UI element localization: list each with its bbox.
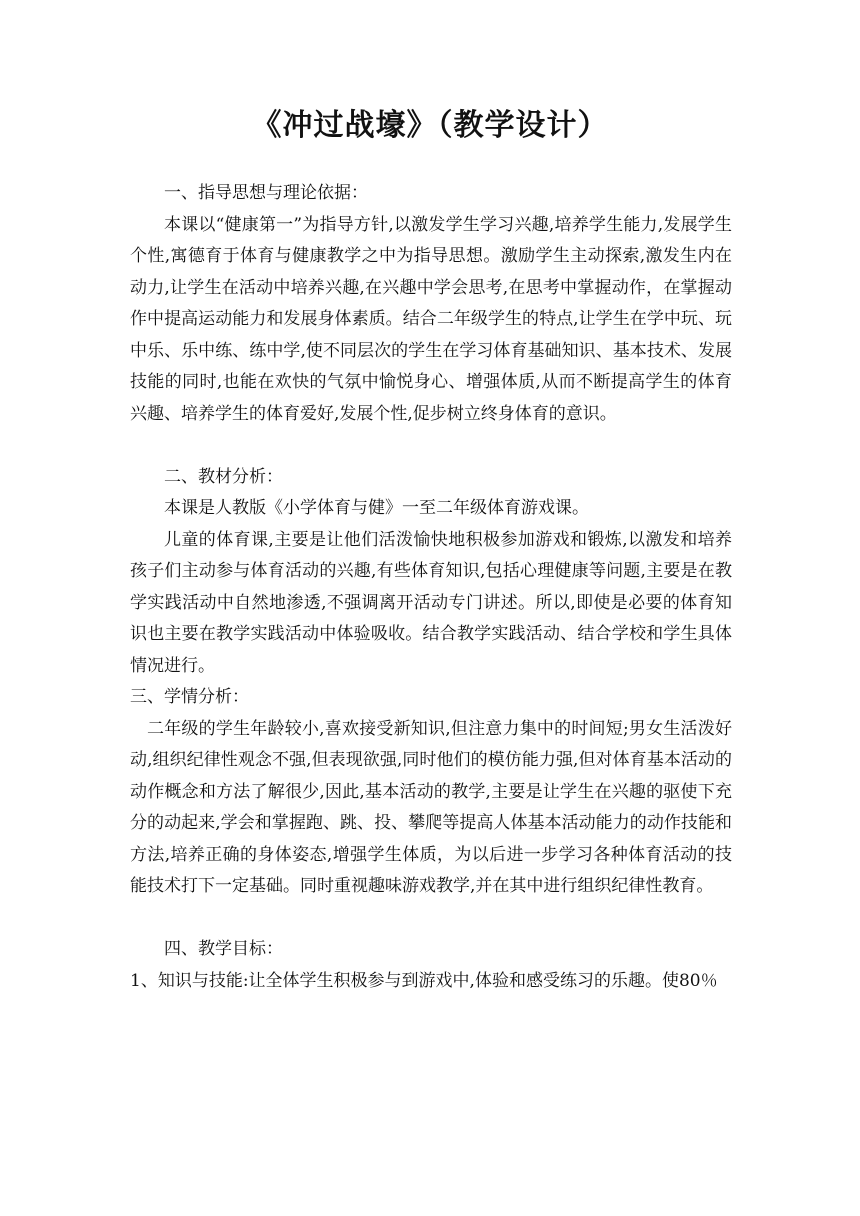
document-title: 《冲过战壕》（教学设计） <box>251 108 609 143</box>
document-body <box>130 178 732 997</box>
blank-line <box>130 430 732 462</box>
paragraph-guiding-ideology: 本课以“健康第一”为指导方针,以激发学生学习兴趣,培养学生能力,发展学生个性,寓德育于体育与健康教学之中为指导思想。激励学生主动探索,激发生内在动力,让学生在活动中培养兴趣,在兴趣中学会思考,在思考中掌握动作，在掌握动作中提高运动能力和发展身体素质。结合二年级学生的特点,让学生在学中玩、玩中乐、乐中练、练中学,使不同层次的学生在学习体育基础知识、基本技术、发展技能的同时,也能在欢快的气氛中愉悦身心、增强体质,从而不断提高学生的体育兴趣、培养学生的体育爱好,发展个性,促步树立终身体育的意识。 <box>130 214 732 424</box>
paragraph-material-analysis: 儿童的体育课,主要是让他们活泼愉快地积极参加游戏和锻炼,以激发和培养孩子们主动参与体育活动的兴趣,有些体育知识,包括心理健康等问题,主要是在教学实践活动中自然地渗透,不强调离开活动专门讲述。所以,即使是必要的体育知识也主要在教学实践活动中体验吸收。结合教学实践活动、结合学校和学生具体情况进行。 <box>130 529 732 676</box>
blank-line <box>130 903 732 935</box>
section-heading-guiding-ideology: 一、指导思想与理论依据： <box>164 183 368 203</box>
section-heading-teaching-goals: 四、教学目标： <box>164 939 283 959</box>
paragraph-student-analysis: 二年级的学生年龄较小,喜欢接受新知识,但注意力集中的时间短;男女生活泼好动,组织纪律性观念不强,但表现欲强,同时他们的模仿能力强,但对体育基本活动的动作概念和方法了解很少,因此,基本活动的教学,主要是让学生在兴趣的驱使下充分的动起来,学会和掌握跑、跳、投、攀爬等提高人体基本活动能力的动作技能和方法,培养正确的身体姿态,增强学生体质，为以后进一步学习各种体育活动的技能技术打下一定基础。同时重视趣味游戏教学,并在其中进行组织纪律性教育。 <box>130 718 732 896</box>
paragraph-material-intro: 本课是人教版《小学体育与健》一至二年级体育游戏课。 <box>164 498 589 518</box>
section-heading-student-analysis: 三、学情分析： <box>130 687 249 707</box>
section-heading-material-analysis: 二、教材分析： <box>164 466 283 487</box>
teaching-goal-item-1: 1、知识与技能:让全体学生积极参与到游戏中,体验和感受练习的乐趣。使80％ <box>130 970 718 991</box>
